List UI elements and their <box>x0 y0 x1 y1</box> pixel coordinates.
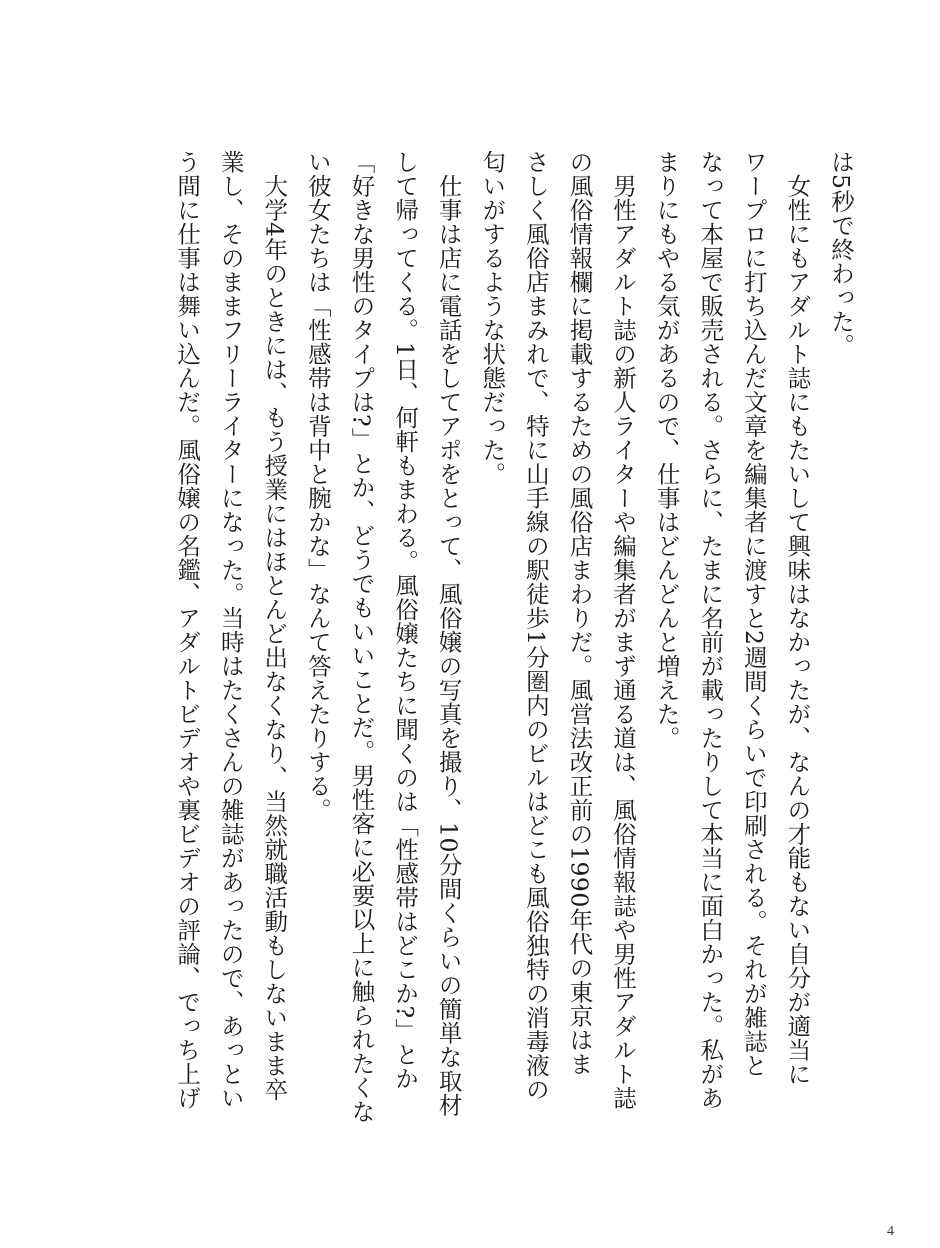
text-line: い彼女たちは「性感帯は背中と腕かな」なんて答えたりする。 <box>303 150 332 822</box>
text-line: して帰ってくる。1日、何軒もまわる。風俗嬢たちに聞くのは「性感帯はどこか?」とか <box>391 150 420 1091</box>
text-line: まりにもやる気があるので、仕事はどんどんと増えた。 <box>652 150 681 750</box>
text-line: の風俗情報欄に掲載するための風俗店まわりだ。風営法改正前の1990年代の東京はま <box>565 150 594 1076</box>
text-line: 仕事は店に電話をしてアポをとって、風俗嬢の写真を撮り、10分間くらいの簡単な取材 <box>434 150 463 1117</box>
text-line: ワープロに打ち込んだ文章を編集者に渡すと2週間くらいで印刷される。それが雑誌と <box>739 150 768 1078</box>
text-line: 「好きな男性のタイプは?」とか、どうでもいいことだ。男性客に必要以上に触られたくな <box>347 150 376 1124</box>
text-line: さしく風俗店まみれで、特に山手線の駅徒歩1分圏内のビルはどこも風俗独特の消毒液の <box>521 150 550 1102</box>
text-line: う間に仕事は舞い込んだ。風俗嬢の名鑑、アダルトビデオや裏ビデオの評論、でっち上げ <box>173 150 202 1110</box>
text-line: 業し、そのままフリーライターになった。当時はたくさんの雑誌があったので、あっとい <box>216 150 245 1110</box>
text-line: 女性にもアダルト誌にもたいして興味はなかったが、なんの才能もない自分が適当に <box>783 150 812 1086</box>
text-line: なって本屋で販売される。さらに、たまに名前が載ったりして本当に面白かった。私があ <box>696 150 725 1110</box>
text-line: 匂いがするような状態だった。 <box>478 150 507 486</box>
text-line: 大学4年のときには、もう授業にはほとんど出なくなり、当然就職活動もしないまま卒 <box>260 150 289 1102</box>
body-text <box>62 150 862 1124</box>
text-line: は5秒で終わった。 <box>827 150 855 358</box>
page-number: 4 <box>887 1224 894 1239</box>
text-line: 男性アダルト誌の新人ライターや編集者がまず通る道は、風俗情報誌や男性アダルト誌 <box>609 150 638 1110</box>
